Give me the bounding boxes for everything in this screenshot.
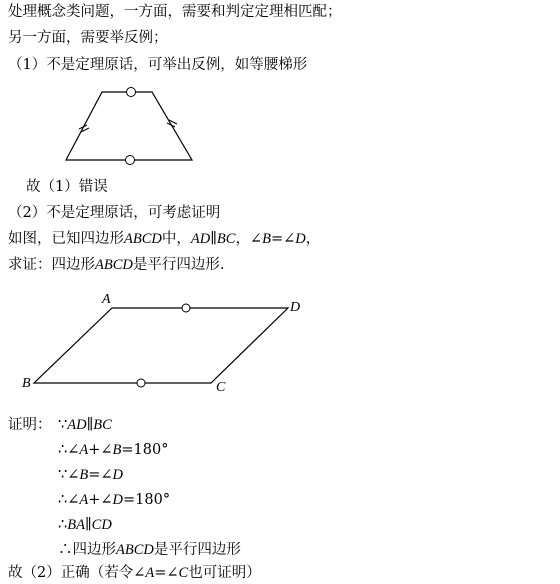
proof-step-operator: 是平行四边形 [153,542,241,558]
parallelogram-figure [18,288,318,398]
proof-step-term: B [112,442,122,458]
part1-text: 不是定理原话，可举出反例，如等腰梯形 [46,57,308,73]
proof-step-symbol: ∵ [58,417,68,433]
part2-number: （2） [8,205,47,221]
proof-step-term: BA [67,517,85,533]
proof-step-term: D [112,467,124,483]
vertex-label-d: D [290,300,301,315]
proof-step-symbol: ∵∠ [58,467,80,483]
part1-conclusion-result: 错误 [78,179,108,195]
left-leg-tick-marks [79,125,89,132]
final-text-1: 故（2）正确（若令∠ [8,565,146,581]
proof-step-term: CD [91,517,112,533]
parallelogram-outline [34,308,288,383]
given-text-3: ，∠ [235,231,263,247]
given-segment-ad: AD [190,231,211,247]
prove-quadrilateral: ABCD [95,257,133,273]
given-statement [8,229,320,249]
given-quadrilateral: ABCD [124,231,162,247]
given-angle-d: D [295,231,306,247]
prove-text-1: 求证：四边形 [8,257,95,273]
given-parallel-symbol: ∥ [210,231,217,247]
intro-line-1: 处理概念类问题，一方面，需要和判定定理相匹配； [8,4,342,20]
part1-conclusion [26,177,108,197]
proof-step-operator: =∠ [88,467,113,483]
proof-step-term: BC [93,417,112,433]
proof-step-tail: =180° [121,442,169,458]
given-text-2: 中， [161,231,191,247]
proof-step-symbol: ∴∠ [58,492,80,508]
proof-step-term: D [112,492,124,508]
final-conclusion [8,563,261,583]
final-equals-angle: =∠ [154,565,179,581]
given-segment-bc: BC [216,231,236,247]
proof-step-term: ABCD [116,542,154,558]
proof-step-term: B [79,467,89,483]
proof-step-operator: ∥ [86,417,94,433]
proof-step-symbol: ∴∠ [58,442,80,458]
proof-step-symbol: ∴四边形 [58,542,116,558]
side-bc-mark [137,379,145,387]
vertex-label-b: B [22,376,31,391]
proof-step-term: A [79,492,89,508]
proof-step-3 [58,465,123,485]
proof-step-term: A [79,442,89,458]
side-ad-mark [182,304,190,312]
isosceles-trapezoid-figure [60,84,200,166]
proof-step-operator: +∠ [88,442,113,458]
vertex-label-a: A [102,292,111,307]
prove-statement [8,255,224,275]
final-angle-a: A [145,565,155,581]
proof-step-5 [58,515,112,535]
proof-label: 证明： [8,417,52,433]
intro-line-2: 另一方面，需要举反例； [8,30,168,46]
proof-step-1 [58,415,112,435]
proof-step-6 [58,540,241,560]
top-base-midpoint-mark [127,88,136,97]
part1-heading [8,55,307,75]
given-angle-b: B [262,231,271,247]
given-equals-angle: =∠ [270,231,296,247]
proof-step-operator: ∥ [84,517,92,533]
part2-heading [8,203,220,223]
proof-step-symbol: ∴ [58,517,68,533]
final-angle-c: C [178,565,189,581]
proof-step-4 [58,490,170,510]
part1-number: （1） [8,57,47,73]
proof-step-2 [58,440,168,460]
proof-step-operator: +∠ [88,492,113,508]
proof-step-term: AD [67,417,87,433]
prove-text-2: 是平行四边形. [132,257,225,273]
bottom-base-midpoint-mark [126,156,135,165]
given-text-4: ， [305,231,321,247]
part1-conclusion-prefix: 故（1） [26,179,79,195]
final-text-2: 也可证明） [188,565,261,581]
proof-step-tail: =180° [123,492,171,508]
part2-text: 不是定理原话，可考虑证明 [46,205,221,221]
given-text-1: 如图，已知四边形 [8,231,124,247]
vertex-label-c: C [216,380,226,395]
